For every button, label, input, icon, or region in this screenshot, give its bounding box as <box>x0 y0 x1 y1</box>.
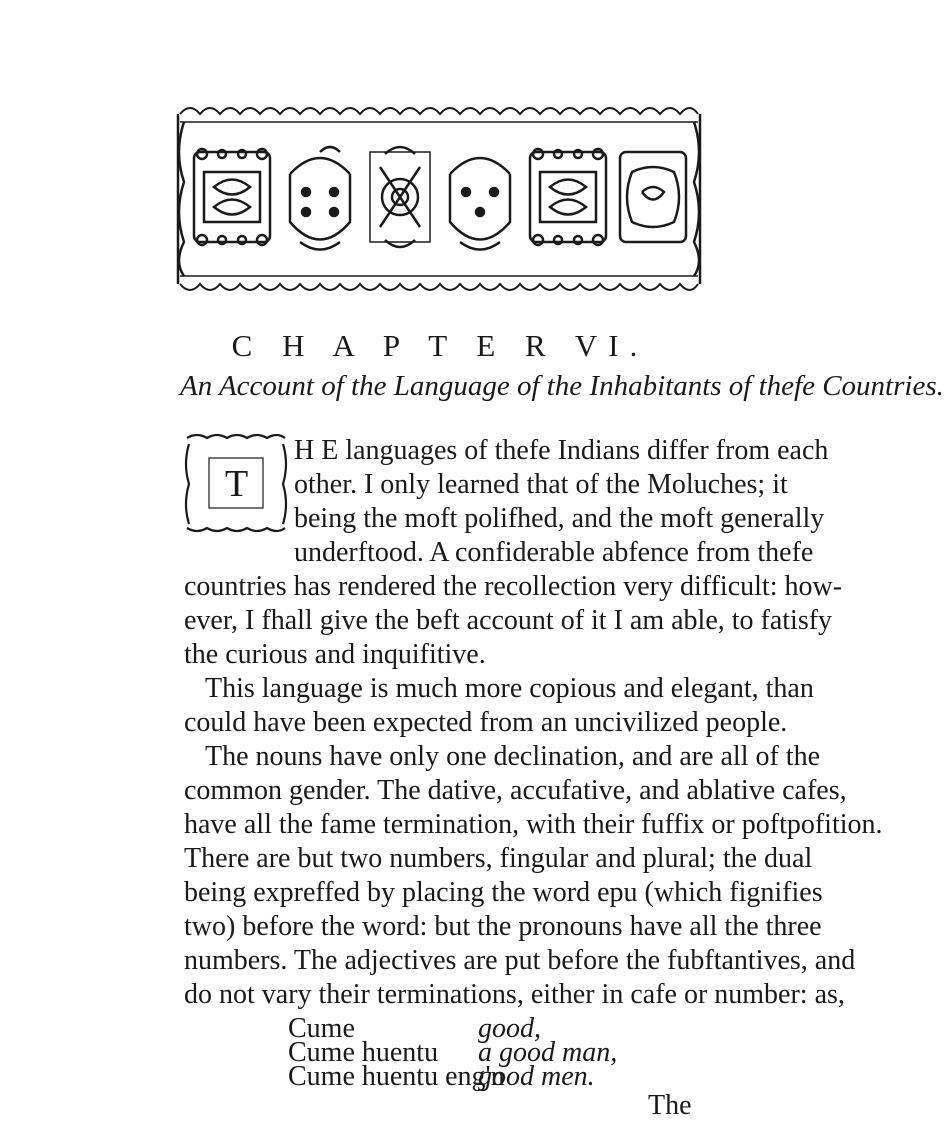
catchword: The <box>648 1090 692 1121</box>
text-line: could have been expected from an uncivilized people. <box>184 707 788 738</box>
text-line: being the moft polifhed, and the moft generally <box>294 503 825 534</box>
example-meaning: good, <box>478 1013 541 1044</box>
example-term: Cume <box>288 1013 355 1044</box>
text-line: being expreffed by placing the word epu (which fignifies <box>184 877 823 908</box>
text-line: This language is much more copious and elegant, than <box>205 673 814 704</box>
text-line: The nouns have only one declination, and are all of the <box>205 741 821 772</box>
text-line: ever, I fhall give the beft account of it I am able, to fatisfy <box>184 605 833 636</box>
drop-cap-letter: T <box>225 463 249 505</box>
example-term: Cume huentu eng'n <box>288 1061 505 1092</box>
text-line: underftood. A confiderable abfence from thefe <box>294 537 814 568</box>
text-line: countries has rendered the recollection very difficult: how- <box>184 571 843 602</box>
example-term: Cume huentu <box>288 1037 439 1068</box>
text-line: There are but two numbers, fingular and plural; the dual <box>184 843 813 874</box>
text-line: H E languages of thefe Indians differ from each <box>294 435 829 466</box>
drop-cap <box>183 430 289 536</box>
text-line: two) before the word: but the pronouns have all the three <box>184 911 822 942</box>
text-line: common gender. The dative, accufative, and ablative cafes, <box>184 775 847 806</box>
text-line: the curious and inquifitive. <box>184 639 486 670</box>
text-line: have all the fame termination, with their fuffix or poftpofition. <box>184 809 883 840</box>
text-line: do not vary their terminations, either in cafe or number: as, <box>184 979 845 1010</box>
text-line: numbers. The adjectives are put before the fubftantives, and <box>184 945 856 976</box>
example-meaning: a good man, <box>478 1037 618 1068</box>
ornamental-headpiece <box>170 92 700 302</box>
text-line: other. I only learned that of the Moluches; it <box>294 469 788 500</box>
chapter-heading: C H A P T E R VI. <box>231 328 649 363</box>
example-meaning: good men. <box>478 1061 595 1092</box>
chapter-title: An Account of the Language of the Inhabitants of thefe Countries. <box>180 370 944 402</box>
